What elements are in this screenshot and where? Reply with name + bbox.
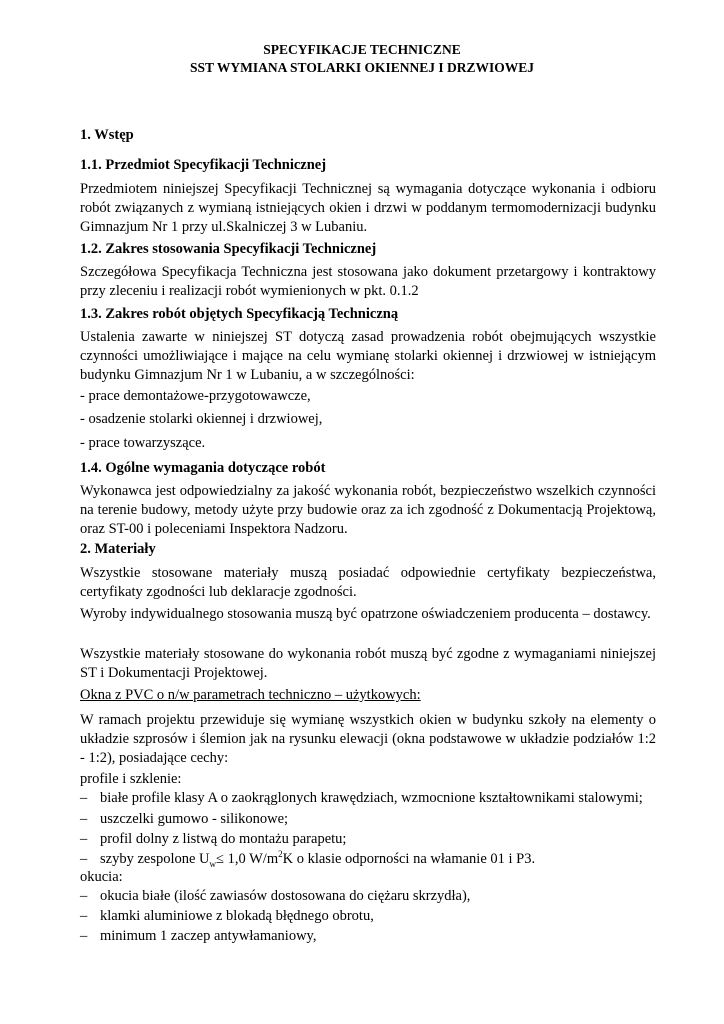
list-item xyxy=(80,789,670,808)
glass-superscript: 2 xyxy=(278,849,283,860)
list-item xyxy=(80,887,670,906)
section-heading-2: 2. Materiały xyxy=(80,541,156,557)
list-item xyxy=(80,830,670,849)
dash-bullet: – xyxy=(80,908,88,924)
list-item xyxy=(80,927,670,946)
dash-bullet: – xyxy=(80,928,88,944)
glass-text-mid: ≤ 1,0 W/m xyxy=(216,851,279,867)
document-title: SPECYFIKACJE TECHNICZNE xyxy=(263,42,461,57)
paragraph-1-1: Przedmiotem niniejszej Specyfikacji Technicznej są wymagania dotyczące wykonania i odbioru robót związanych z wymianą istniejących okien i drzwi w poddanym termomodernizacji budynku Gimnazjum Nr 1 przy ul.Skalniczej 3 w Lubaniu. xyxy=(80,181,656,235)
list-item-text: minimum 1 zaczep antywłamaniowy, xyxy=(100,928,317,944)
glass-subscript: w xyxy=(209,858,217,869)
paragraph-1-2: Szczegółowa Specyfikacja Techniczna jest stosowana jako dokument przetargowy i kontraktowy przy zleceniu i realizacji robót wymienionych w pkt. 0.1.2 xyxy=(80,264,656,299)
section-heading-1-4: 1.4. Ogólne wymagania dotyczące robót xyxy=(80,460,326,476)
list-item: - prace towarzyszące. xyxy=(80,435,206,451)
list-item-text: klamki aluminiowe z blokadą błędnego obrotu, xyxy=(100,908,374,924)
document-subtitle: SST WYMIANA STOLARKI OKIENNEJ I DRZWIOWEJ xyxy=(190,60,534,75)
list-item: - osadzenie stolarki okiennej i drzwiowej, xyxy=(80,411,323,427)
list-item-text: uszczelki gumowo - silikonowe; xyxy=(100,811,289,827)
list-item-text: profil dolny z listwą do montażu parapetu; xyxy=(100,831,347,847)
dash-bullet: – xyxy=(80,811,88,827)
section-heading-1: 1. Wstęp xyxy=(80,127,134,143)
paragraph-2-4: W ramach projektu przewiduje się wymianę wszystkich okien w budynku szkoły na elementy o układzie szprosów i ślemion jak na rysunku elewacji (okna podstawowe w układzie podziałów 1:2 - 1:2), posiadające cechy: xyxy=(80,712,656,766)
dash-bullet: – xyxy=(80,888,88,904)
list-item-text: białe profile klasy A o zaokrąglonych krawędziach, wzmocnione kształtownikami stalowymi; xyxy=(100,790,643,806)
okucia-label: okucia: xyxy=(80,869,123,885)
paragraph-1-4: Wykonawca jest odpowiedzialny za jakość wykonania robót, bezpieczeństwo wszelkich czynności na terenie budowy, metody użyte przy budowie oraz za ich zgodność z Dokumentacją Projektową, oraz ST-00 i poleceniami Inspektora Nadzoru. xyxy=(80,483,656,537)
list-item xyxy=(80,907,670,926)
paragraph-1-3: Ustalenia zawarte w niniejszej ST dotyczą zasad prowadzenia robót obejmujących wszystkie czynności umożliwiające i mające na celu wymianę stolarki okiennej i drzwiowej w istniejącym budynku Gimnazjum Nr 1 w Lubaniu, a w szczególności: xyxy=(80,329,656,383)
glass-text-pre: szyby zespolone U xyxy=(100,851,210,867)
glass-list-item xyxy=(80,850,670,869)
dash-bullet: – xyxy=(80,851,88,867)
glass-text-post: K o klasie odporności na włamanie 01 i P3. xyxy=(282,851,536,867)
profile-label: profile i szklenie: xyxy=(80,771,182,787)
paragraph-2-2: Wyroby indywidualnego stosowania muszą być opatrzone oświadczeniem producenta – dostawcy. xyxy=(80,606,651,622)
list-item: - prace demontażowe-przygotowawcze, xyxy=(80,388,311,404)
dash-bullet: – xyxy=(80,790,88,806)
paragraph-2-3: Wszystkie materiały stosowane do wykonania robót muszą być zgodne z wymaganiami niniejszej ST i Dokumentacji Projektowej. xyxy=(80,646,656,681)
paragraph-2-1: Wszystkie stosowane materiały muszą posiadać odpowiednie certyfikaty bezpieczeństwa, certyfikaty zgodności lub deklaracje zgodności. xyxy=(80,565,656,600)
list-item xyxy=(80,810,670,829)
section-heading-1-1: 1.1. Przedmiot Specyfikacji Technicznej xyxy=(80,157,327,173)
dash-bullet: – xyxy=(80,831,88,847)
section-heading-1-2: 1.2. Zakres stosowania Specyfikacji Technicznej xyxy=(80,241,377,257)
list-item-text: okucia białe (ilość zawiasów dostosowana do ciężaru skrzydła), xyxy=(100,888,471,904)
pvc-windows-heading: Okna z PVC o n/w parametrach techniczno – użytkowych: xyxy=(80,687,421,703)
section-heading-1-3: 1.3. Zakres robót objętych Specyfikacją Techniczną xyxy=(80,306,399,322)
